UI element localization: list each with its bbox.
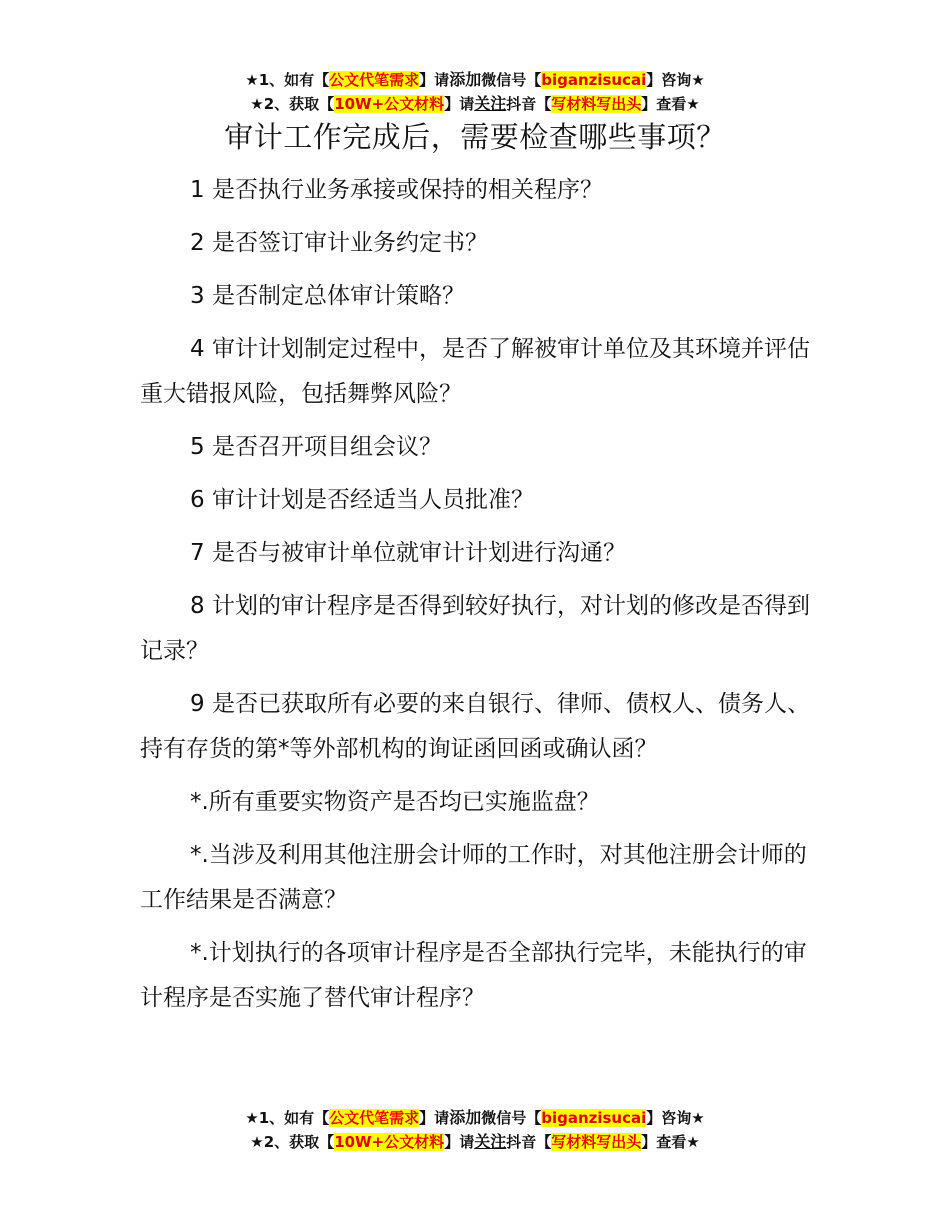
checklist-item: 1 是否执行业务承接或保持的相关程序？ — [190, 177, 603, 203]
banner-text: 微信号【 — [481, 1109, 542, 1127]
checklist-item: 6 审计计划是否经适当人员批准？ — [190, 487, 534, 513]
banner-text: 微信号【 — [481, 71, 542, 89]
checklist-item: 8 计划的审计程序是否得到较好执行，对计划的修改是否得到记录？ — [140, 593, 810, 664]
highlight-douyin-id: 写材料写出头 — [551, 1133, 642, 1151]
banner-text: ★1、如有【 — [245, 1109, 330, 1127]
banner-text: 】查看★ — [641, 95, 700, 113]
banner-text: 】咨询★ — [646, 1109, 705, 1127]
checklist-item: 4 审计计划制定过程中，是否了解被审计单位及其环境并评估重大错报风险，包括舞弊风险？ — [140, 336, 810, 407]
highlight-materials: 10W+公文材料 — [334, 95, 445, 113]
checklist-item: *.当涉及利用其他注册会计师的工作时，对其他注册会计师的工作结果是否满意？ — [140, 842, 807, 913]
highlight-douyin-id: 写材料写出头 — [551, 95, 642, 113]
banner-text: 关注 — [474, 1132, 507, 1151]
banner-text: 】查看★ — [641, 1133, 700, 1151]
page-title: 审计工作完成后，需要检查哪些事项？ — [224, 120, 726, 154]
banner-text: 】请 — [419, 71, 450, 89]
checklist-item: 7 是否与被审计单位就审计计划进行沟通？ — [190, 540, 626, 566]
banner-text: 】咨询★ — [646, 71, 705, 89]
banner-text: ★2、获取【 — [250, 1133, 335, 1151]
highlight-service: 公文代笔需求 — [329, 1109, 420, 1127]
banner-text: 】请 — [444, 1133, 475, 1151]
checklist-item: *.计划执行的各项审计程序是否全部执行完毕，未能执行的审计程序是否实施了替代审计程序？ — [140, 940, 807, 1011]
checklist-item: 9 是否已获取所有必要的来自银行、律师、债权人、债务人、持有存货的第*等外部机构的询证函回函或确认函？ — [140, 691, 810, 762]
banner-text: ★1、如有【 — [245, 71, 330, 89]
checklist-item: *.所有重要实物资产是否均已实施监盘？ — [190, 789, 600, 815]
banner-text: ★2、获取【 — [250, 95, 335, 113]
highlight-wechat-id: biganzisucai — [541, 71, 647, 89]
highlight-wechat-id: biganzisucai — [541, 1109, 647, 1127]
banner-text: 添加 — [449, 70, 482, 89]
banner-text: 】请 — [419, 1109, 450, 1127]
document-body — [140, 168, 812, 1029]
banner-text: 抖音【 — [506, 95, 552, 113]
header-banner — [0, 68, 950, 116]
banner-line-2 — [0, 1130, 950, 1154]
checklist-item: 3 是否制定总体审计策略？ — [190, 283, 465, 309]
checklist-item: 5 是否召开项目组会议？ — [190, 434, 442, 460]
banner-text: 】请 — [444, 95, 475, 113]
banner-line-1 — [0, 68, 950, 92]
footer-banner — [0, 1106, 950, 1154]
banner-text: 关注 — [474, 94, 507, 113]
highlight-service: 公文代笔需求 — [329, 71, 420, 89]
highlight-materials: 10W+公文材料 — [334, 1133, 445, 1151]
banner-line-2 — [0, 92, 950, 116]
banner-line-1 — [0, 1106, 950, 1130]
banner-text: 添加 — [449, 1108, 482, 1127]
banner-text: 抖音【 — [506, 1133, 552, 1151]
checklist-item: 2 是否签订审计业务约定书？ — [190, 230, 488, 256]
